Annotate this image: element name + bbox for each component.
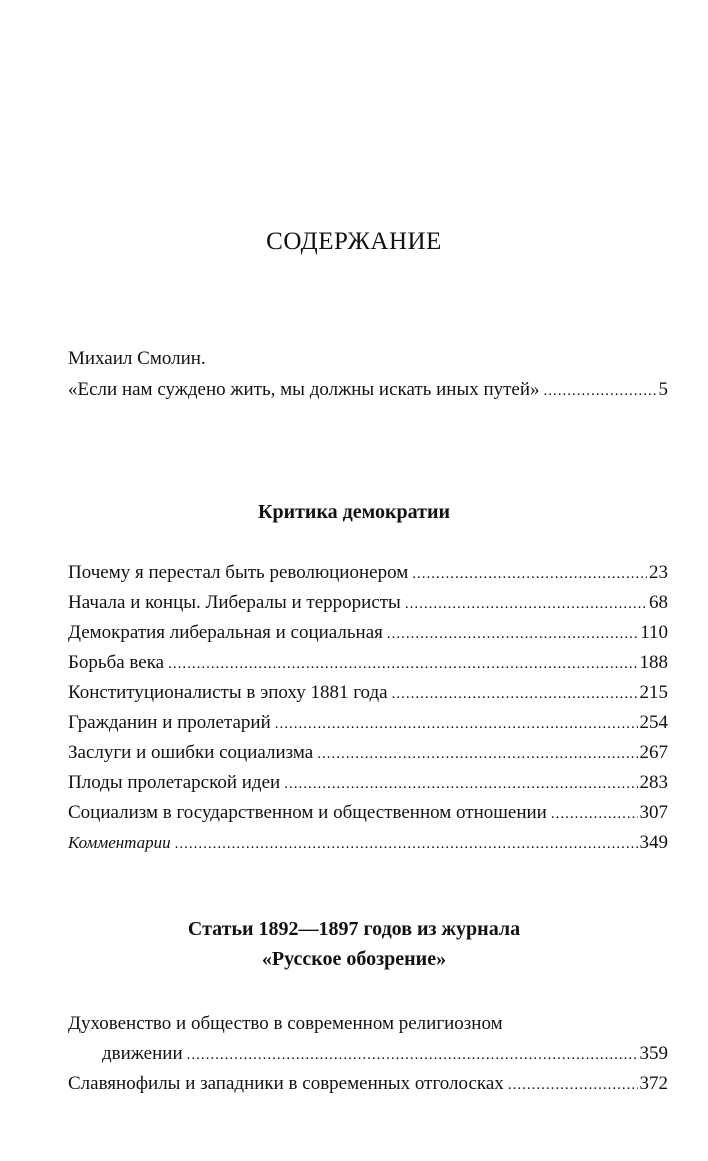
toc-entry-title: Социализм в государственном и общественном отношении xyxy=(68,802,547,823)
toc-entry[interactable] xyxy=(68,618,668,648)
toc-entry-title: Почему я перестал быть революционером xyxy=(68,562,409,583)
toc-entry[interactable] xyxy=(68,738,668,768)
toc-entry-page: 267 xyxy=(639,742,668,763)
toc-entry-page: 5 xyxy=(658,379,668,400)
toc-entry-title: движении xyxy=(102,1043,183,1064)
toc-entry-title: «Если нам суждено жить, мы должны искать иных путей» xyxy=(68,379,540,400)
dot-leader xyxy=(551,799,638,829)
toc-entry-page: 307 xyxy=(639,802,668,823)
dot-leader xyxy=(284,769,637,799)
toc-entry[interactable] xyxy=(68,678,668,708)
toc-entry-title: Заслуги и ошибки социализма xyxy=(68,742,314,763)
section-heading-line: Статьи 1892—1897 годов из журнала xyxy=(187,918,521,940)
section-heading xyxy=(0,914,708,974)
intro-author: Михаил Смолин. xyxy=(68,348,206,369)
toc-entry-page: 110 xyxy=(640,622,668,643)
toc-entry-title: Духовенство и общество в современном религиозном xyxy=(68,1013,503,1034)
toc-entry[interactable] xyxy=(68,708,668,738)
dot-leader xyxy=(508,1070,638,1100)
toc-entry-title: Плоды пролетарской идеи xyxy=(68,772,281,793)
dot-leader xyxy=(187,1040,638,1070)
section-heading-line: «Русское обозрение» xyxy=(261,948,447,970)
dot-leader xyxy=(317,739,637,769)
toc-entry-title: Демократия либеральная и социальная xyxy=(68,622,383,643)
toc-entry-page: 372 xyxy=(639,1073,668,1094)
toc-entry[interactable] xyxy=(68,798,668,828)
toc-list xyxy=(68,1009,668,1099)
toc-entry[interactable] xyxy=(68,828,668,858)
toc-entry-page: 68 xyxy=(649,592,668,613)
dot-leader xyxy=(412,559,647,589)
toc-entry[interactable] xyxy=(68,1069,668,1099)
toc-entry-page: 349 xyxy=(639,832,668,853)
dot-leader xyxy=(168,649,637,679)
toc-entry-title: Комментарии xyxy=(68,833,171,852)
dot-leader xyxy=(544,376,657,407)
toc-entry-page: 188 xyxy=(639,652,668,673)
toc-entry[interactable] xyxy=(68,374,668,405)
dot-leader xyxy=(175,829,638,859)
toc-entry[interactable] xyxy=(68,588,668,618)
dot-leader xyxy=(392,679,638,709)
section-heading: Критика демократии xyxy=(257,501,451,523)
toc-entry-title: Гражданин и пролетарий xyxy=(68,712,271,733)
toc-entry-page: 283 xyxy=(639,772,668,793)
toc-entry-title: Конституционалисты в эпоху 1881 года xyxy=(68,682,388,703)
toc-entry-first-line[interactable] xyxy=(68,1009,668,1039)
toc-list xyxy=(68,558,668,858)
page-title: СОДЕРЖАНИЕ xyxy=(266,228,442,255)
toc-entry[interactable] xyxy=(68,558,668,588)
dot-leader xyxy=(387,619,638,649)
dot-leader xyxy=(275,709,638,739)
intro-entry xyxy=(68,374,668,405)
toc-entry-page: 359 xyxy=(639,1043,668,1064)
toc-entry[interactable] xyxy=(68,768,668,798)
toc-entry-title: Борьба века xyxy=(68,652,165,673)
toc-entry-page: 254 xyxy=(639,712,668,733)
dot-leader xyxy=(405,589,647,619)
toc-entry-title: Начала и концы. Либералы и террористы xyxy=(68,592,401,613)
toc-entry-title: Славянофилы и западники в современных отголосках xyxy=(68,1073,504,1094)
toc-entry-page: 23 xyxy=(649,562,668,583)
toc-entry[interactable] xyxy=(68,648,668,678)
toc-entry[interactable] xyxy=(68,1039,668,1069)
toc-entry-page: 215 xyxy=(639,682,668,703)
